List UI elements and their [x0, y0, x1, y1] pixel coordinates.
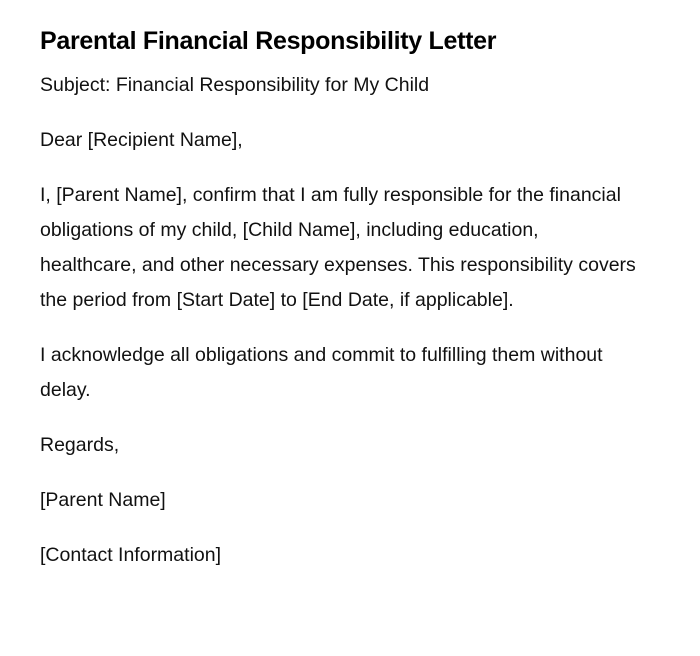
- body-paragraph-acknowledgement: I acknowledge all obligations and commit to fulfilling them without delay.: [40, 344, 603, 401]
- signature-name: [Parent Name]: [40, 489, 166, 511]
- document-title: Parental Financial Responsibility Letter: [40, 27, 497, 55]
- subject-line: Subject: Financial Responsibility for My Child: [40, 74, 430, 96]
- salutation: Dear [Recipient Name],: [40, 129, 243, 151]
- letter-document: [40, 24, 640, 593]
- body-paragraph-responsibility: I, [Parent Name], confirm that I am fully responsible for the financial obligations of my child, [Child Name], including education, healthcare, and other necessary expenses. This responsibility covers the period from [Start Date] to [End Date, if applicable].: [40, 184, 636, 311]
- closing: Regards,: [40, 434, 120, 456]
- contact-information: [Contact Information]: [40, 544, 222, 566]
